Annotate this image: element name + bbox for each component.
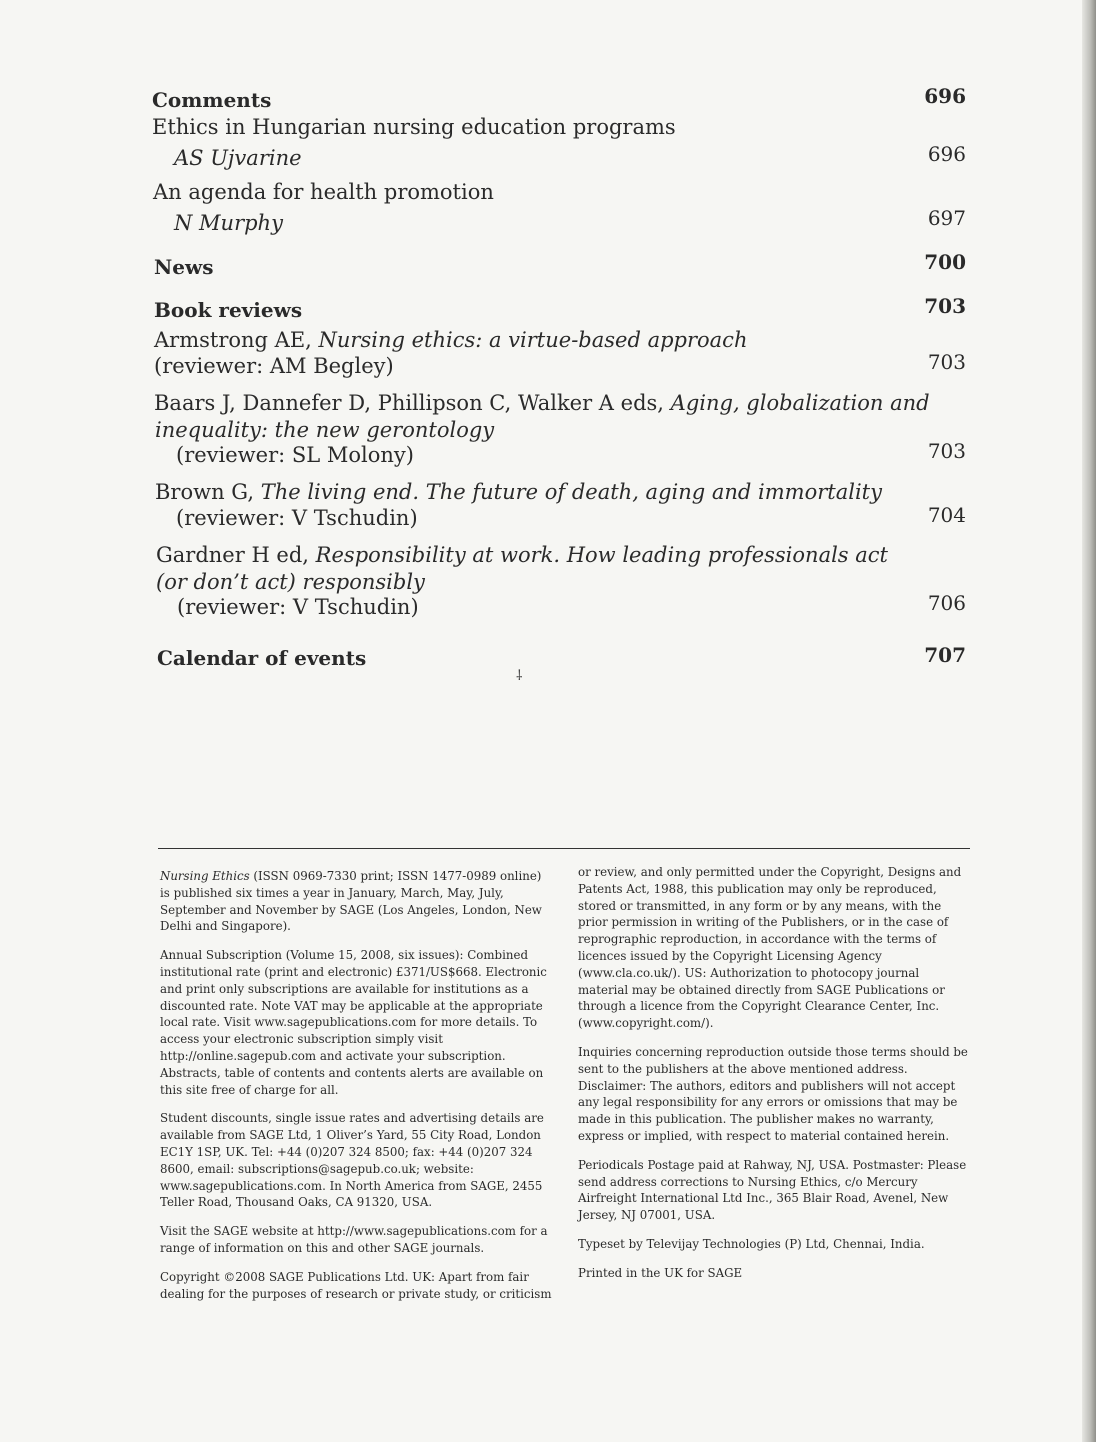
- discount-info: Student discounts, single issue rates and advertising details are available from SAGE Ltd, 1 Oliver’s Yard, 55 City Road, London EC1Y 1SP, UK. Tel: +44 (0)207 324 8500; fax: +44 (0)207 324 8600, email: subscriptions@sagepub.co.uk; website: www.sagepublications.com. In North America from SAGE, 2455 Teller Road, Thousand Oaks, CA 91320, USA.: [160, 1111, 544, 1210]
- toc-entry-title: Ethics in Hungarian nursing education programs: [152, 115, 676, 139]
- review-reviewer: (reviewer: AM Begley): [154, 354, 394, 378]
- publication-info: [160, 868, 552, 935]
- review-reviewer: (reviewer: V Tschudin): [177, 595, 419, 619]
- review-author: Brown G,: [155, 480, 254, 504]
- printed-info: Printed in the UK for SAGE: [578, 1265, 743, 1280]
- footer-divider: [158, 848, 970, 849]
- page-edge-shadow: [1082, 0, 1096, 1442]
- page-number-news: 700: [924, 250, 966, 274]
- toc-entry-author: AS Ujvarine: [174, 146, 302, 170]
- review-page: 704: [927, 503, 966, 527]
- review-reviewer: (reviewer: V Tschudin): [176, 506, 418, 530]
- toc-entry-author: N Murphy: [174, 211, 283, 235]
- publication-info-text: (ISSN 0969-7330 print; ISSN 1477-0989 online) is published six times a year in January, March, May, July, September and November by SAGE (Los Angeles, London, New Delhi and Singapore).: [160, 869, 542, 934]
- toc-entry-page: 696: [927, 142, 966, 166]
- page-number-comments: 696: [924, 84, 966, 108]
- website-info: Visit the SAGE website at http://www.sagepublications.com for a range of information on this and other SAGE journals.: [160, 1224, 548, 1255]
- toc-entry-page: 697: [927, 206, 966, 230]
- toc-entry-title: An agenda for health promotion: [153, 180, 494, 204]
- review-reviewer: (reviewer: SL Molony): [176, 443, 414, 467]
- review-title-continued: inequality: the new gerontology: [155, 418, 495, 442]
- inquiries-disclaimer: Inquiries concerning reproduction outside those terms should be sent to the publishers at the above mentioned address. Disclaimer: The authors, editors and publishers will not accept any legal responsibility for any errors or omissions that may be made in this publication. The publisher makes no warranty, express or implied, with respect to material contained herein.: [578, 1044, 968, 1143]
- review-author: Gardner H ed,: [156, 543, 309, 567]
- review-author: Armstrong AE,: [154, 328, 312, 352]
- ink-speck: ⸸: [516, 668, 523, 684]
- section-heading-comments: Comments: [152, 88, 272, 112]
- footer-left-column: [160, 868, 552, 1314]
- section-heading-book-reviews: Book reviews: [154, 298, 303, 322]
- copyright-continued: or review, and only permitted under the Copyright, Designs and Patents Act, 1988, this publication may only be reproduced, stored or transmitted, in any form or by any means, with the prior permission in writing of the Publishers, or in the case of reprographic reproduction, in accordance with the terms of licences issued by the Copyright Licensing Agency (www.cla.co.uk/). US: Authorization to photocopy journal material may be obtained directly from SAGE Publications or through a licence from the Copyright Clearance Center, Inc. (www.copyright.com/).: [578, 865, 962, 1031]
- review-title: Aging, globalization and: [670, 391, 930, 415]
- subscription-info: Annual Subscription (Volume 15, 2008, six issues): Combined institutional rate (print and electronic) £371/US$668. Electronic and print only subscriptions are available for institutions as a discounted rate. Note VAT may be applicable at the appropriate local rate. Visit www.sagepublications.com for more details. To access your electronic subscription simply visit http://online.sagepub.com and activate your subscription. Abstracts, table of contents and contents alerts are available on this site free of charge for all.: [160, 948, 547, 1097]
- typeset-info: Typeset by Televijay Technologies (P) Ltd, Chennai, India.: [578, 1236, 925, 1251]
- review-entry-2: [154, 393, 930, 414]
- page-number-book-reviews: 703: [924, 294, 966, 318]
- journal-name: Nursing Ethics: [160, 869, 250, 883]
- review-title-continued: (or don’t act) responsibly: [156, 570, 425, 594]
- review-title: Nursing ethics: a virtue-based approach: [318, 328, 748, 352]
- review-entry-4: [156, 545, 888, 566]
- postage-info: Periodicals Postage paid at Rahway, NJ, USA. Postmaster: Please send address corrections to Nursing Ethics, c/o Mercury Airfreight International Ltd Inc., 365 Blair Road, Avenel, New Jersey, NJ 07001, USA.: [578, 1157, 967, 1223]
- review-title: The living end. The future of death, aging and immortality: [260, 480, 882, 504]
- review-page: 703: [927, 350, 966, 374]
- review-author: Baars J, Dannefer D, Phillipson C, Walker A eds,: [154, 391, 664, 415]
- copyright-info: Copyright ©2008 SAGE Publications Ltd. UK: Apart from fair dealing for the purposes of research or private study, or criticism: [160, 1269, 552, 1301]
- review-entry-1: [154, 330, 747, 351]
- review-entry-3: [155, 482, 882, 503]
- review-page: 703: [927, 439, 966, 463]
- review-page: 706: [927, 591, 966, 615]
- page-number-calendar: 707: [924, 643, 966, 667]
- review-title: Responsibility at work. How leading professionals act: [315, 543, 888, 567]
- section-heading-news: News: [154, 255, 214, 279]
- footer-right-column: [578, 864, 970, 1294]
- section-heading-calendar: Calendar of events: [157, 646, 367, 670]
